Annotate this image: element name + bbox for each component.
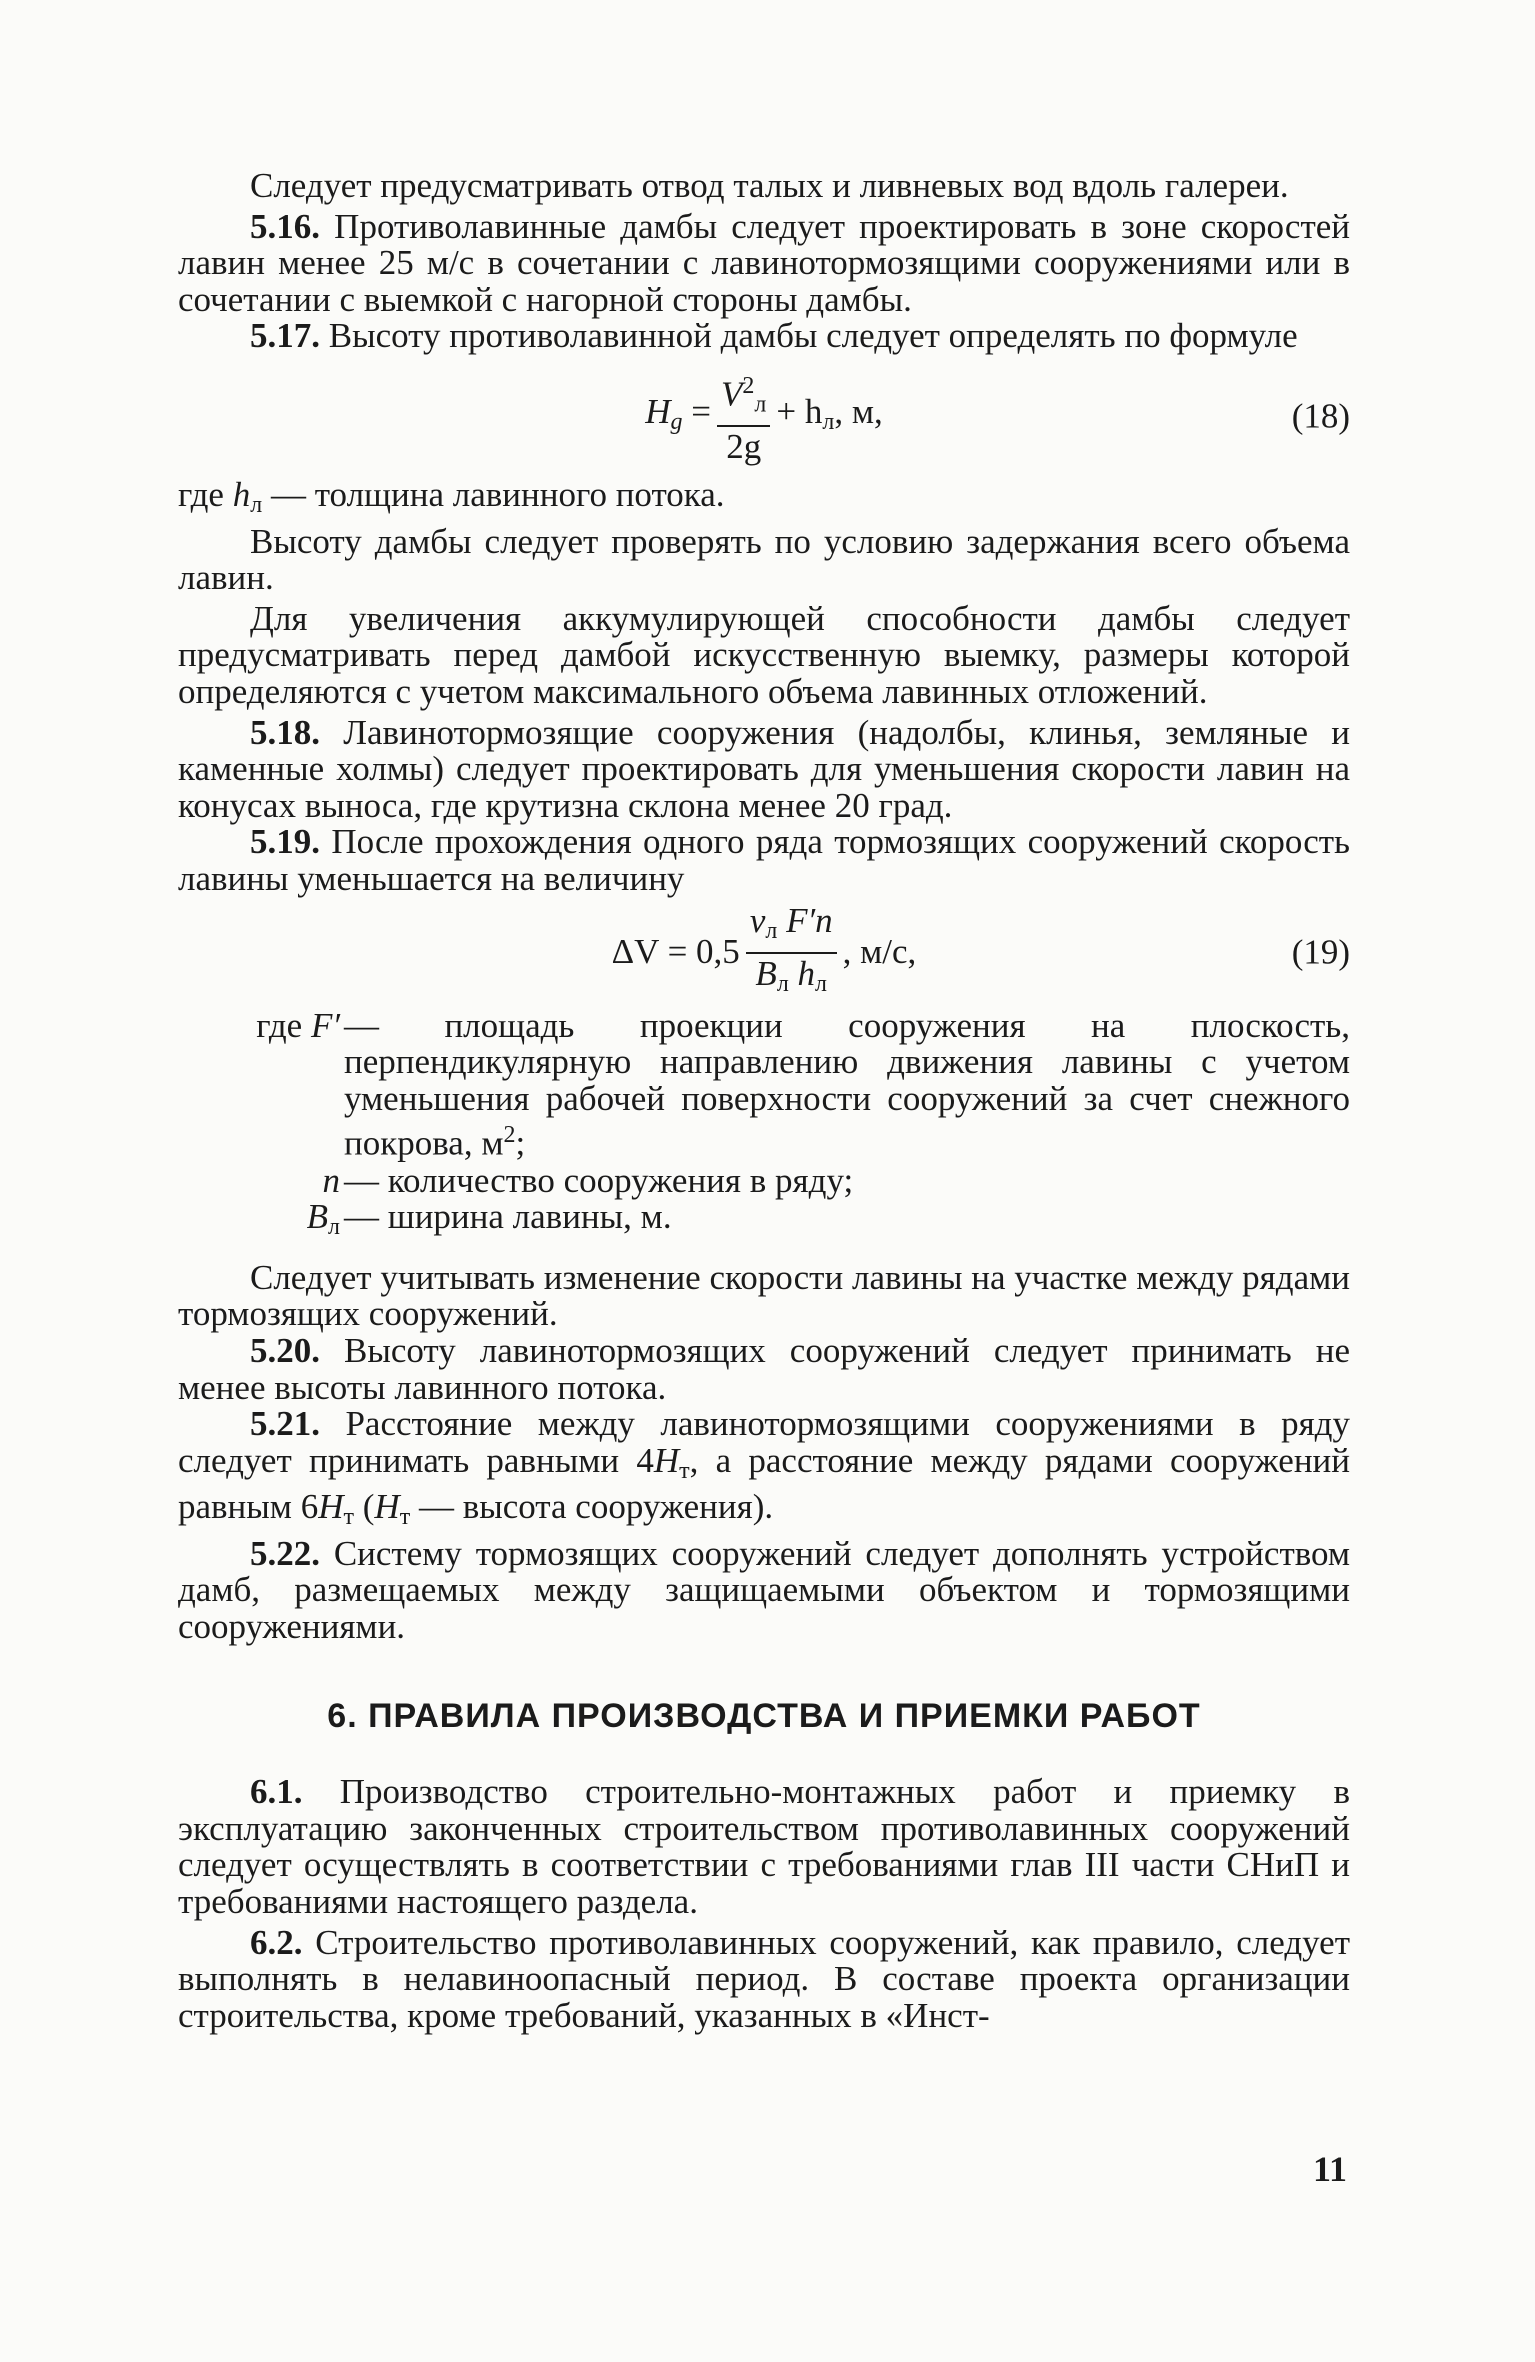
paragraph-6-2: 6.2. Строительство противолавинных сооружений, как правило, следует выполнять в нелавиноопасный период. В составе проекта организации строительства, кроме требований, указанных в «Инст- [178, 1922, 1351, 2035]
paragraph-5-16: 5.16. Противолавинные дамбы следует проектировать в зоне скоростей лавин менее 25 м/с в сочетании с лавинотормозящими сооружениями или в сочетании с выемкой с нагорной стороны дамбы. [178, 206, 1350, 319]
clause-number: 5.22. [250, 1533, 320, 1573]
clause-number: 5.20. [250, 1330, 320, 1370]
clause-number: 5.21. [250, 1404, 320, 1444]
page-number: 11 [1312, 2149, 1347, 2189]
paragraph-5-21: 5.21. Расстояние между лавинотормозящими сооружениями в ряду следует принимать равными $4H_т$, а расстояние между рядами сооружений равным $6H_т$ ($H_т$ — высота сооружения). [178, 1404, 1351, 1531]
section-heading: 6. ПРАВИЛА ПРОИЗВОДСТВА И ПРИЕМКИ РАБОТ [327, 1696, 1201, 1735]
formula-19: ΔV = 0,5 $\frac{v_л F'n}{B_л h_л}$ , м/с, (19) [178, 898, 1350, 1008]
body-text [178, 168, 1350, 2034]
paragraph-5-22: 5.22. Систему тормозящих сооружений следует дополнять устройством дамб, размещаемых между защищаемыми объектом и тормозящими сооружениями. [178, 1533, 1351, 1647]
paragraph-check-volume: Высоту дамбы следует проверять по условию задержания всего объема лавин. [178, 521, 1350, 598]
paragraph-drainage: Следует предусматривать отвод талых и ливневых вод вдоль галереи. [250, 166, 1289, 205]
formula-18: $H_g$ = $\frac{V^2_л}{2g}$ + $h_л$, м, (18) [178, 357, 1350, 477]
formula-19-fraction: $\frac{v_л F'n}{B_л h_л}$ [746, 903, 837, 1002]
clause-number: 5.19. [250, 822, 320, 862]
paragraph-accumulation: Для увеличения аккумулирующей способности дамбы следует предусматривать перед дамбой искусственную выемку, размеры которой определяются с учетом максимального объема лавинных отложений. [178, 598, 1350, 711]
paragraph-5-17: 5.17. Высоту противолавинной дамбы следует определять по формуле [250, 316, 1298, 356]
paragraph-6-1: 6.1. Производство строительно-монтажных работ и приемку в эксплуатацию законченных строительством противолавинных сооружений следует осуществлять в соответствии с требованиями глав III части СНиП и требованиями настоящего раздела. [178, 1772, 1350, 1922]
formula-18-fraction: $\frac{V^2_л}{2g}$ [717, 368, 770, 466]
clause-number: 5.16. [250, 206, 320, 246]
formula-number: (18) [1291, 396, 1350, 436]
paragraph-5-18: 5.18. Лавинотормозящие сооружения (надолбы, клинья, земляные и каменные холмы) следует проектировать для уменьшения скорости лавин на конусах выноса, где крутизна склона менее 20 град. [178, 712, 1351, 825]
definition-n: n — количество сооружения в ряду; [322, 1160, 854, 1200]
clause-number: 5.18. [250, 712, 320, 752]
clause-number: 6.1. [250, 1772, 303, 1812]
clause-number: 6.2. [250, 1922, 303, 1962]
paragraph-speed-change: Следует учитывать изменение скорости лавины на участке между рядами тормозящих сооружений. [178, 1257, 1350, 1334]
formula-number: (19) [1291, 932, 1350, 972]
paragraph-5-20: 5.20. Высоту лавинотормозящих сооружений следует принимать не менее высоты лавинного потока. [178, 1330, 1350, 1407]
definition-f-prime: где F′ — площадь проекции сооружения на плоскость, перпендикулярную направлению движения лавины с учетом уменьшения рабочей поверхности сооружений за счет снежного покрова, $м^2$; [256, 1005, 1350, 1163]
definitions-list [178, 1005, 1350, 1246]
definition-b: $B_л$ — ширина лавины, м. [306, 1197, 672, 1241]
paragraph-where-h: где $h_л$ — толщина лавинного потока. [178, 474, 725, 518]
clause-number: 5.17. [250, 316, 320, 356]
paragraph-5-19: 5.19. После прохождения одного ряда тормозящих сооружений скорость лавины уменьшается на величину [178, 822, 1351, 898]
